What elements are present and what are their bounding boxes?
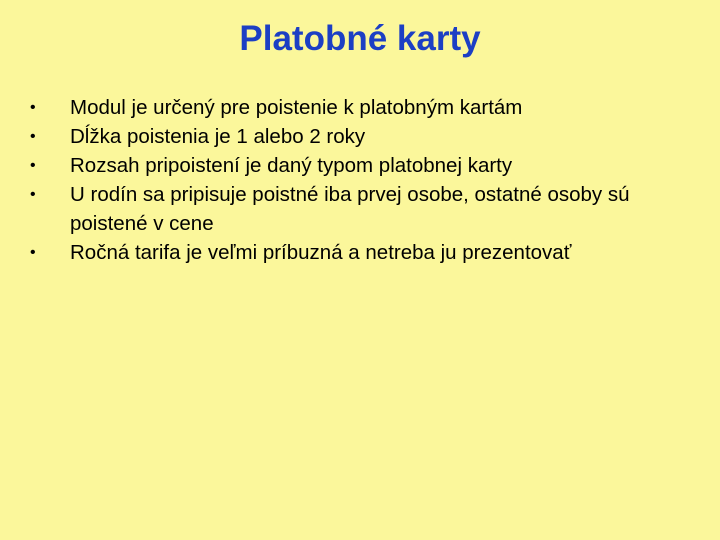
bullet-item-duration <box>30 122 700 151</box>
bullet-text: Ročná tarifa je veľmi príbuzná a netreba ju prezentovať <box>70 241 572 264</box>
bullet-dot-icon: • <box>30 186 36 203</box>
bullet-dot-icon: • <box>30 244 36 261</box>
bullet-dot-icon: • <box>30 157 36 174</box>
bullet-item-family <box>30 180 700 238</box>
bullet-list <box>30 93 700 267</box>
bullet-item-module <box>30 93 700 122</box>
bullet-dot-icon: • <box>30 128 36 145</box>
bullet-text: Dĺžka poistenia je 1 alebo 2 roky <box>70 125 366 148</box>
bullet-text: Modul je určený pre poistenie k platobným kartám <box>70 96 523 119</box>
bullet-item-tariff <box>30 238 700 267</box>
slide-title: Platobné karty <box>239 19 481 58</box>
bullet-text: U rodín sa pripisuje poistné iba prvej osobe, ostatné osoby sú poistené v cene <box>70 183 630 235</box>
bullet-item-scope <box>30 151 700 180</box>
bullet-dot-icon: • <box>30 99 36 116</box>
bullet-text: Rozsah pripoistení je daný typom platobnej karty <box>70 154 513 177</box>
